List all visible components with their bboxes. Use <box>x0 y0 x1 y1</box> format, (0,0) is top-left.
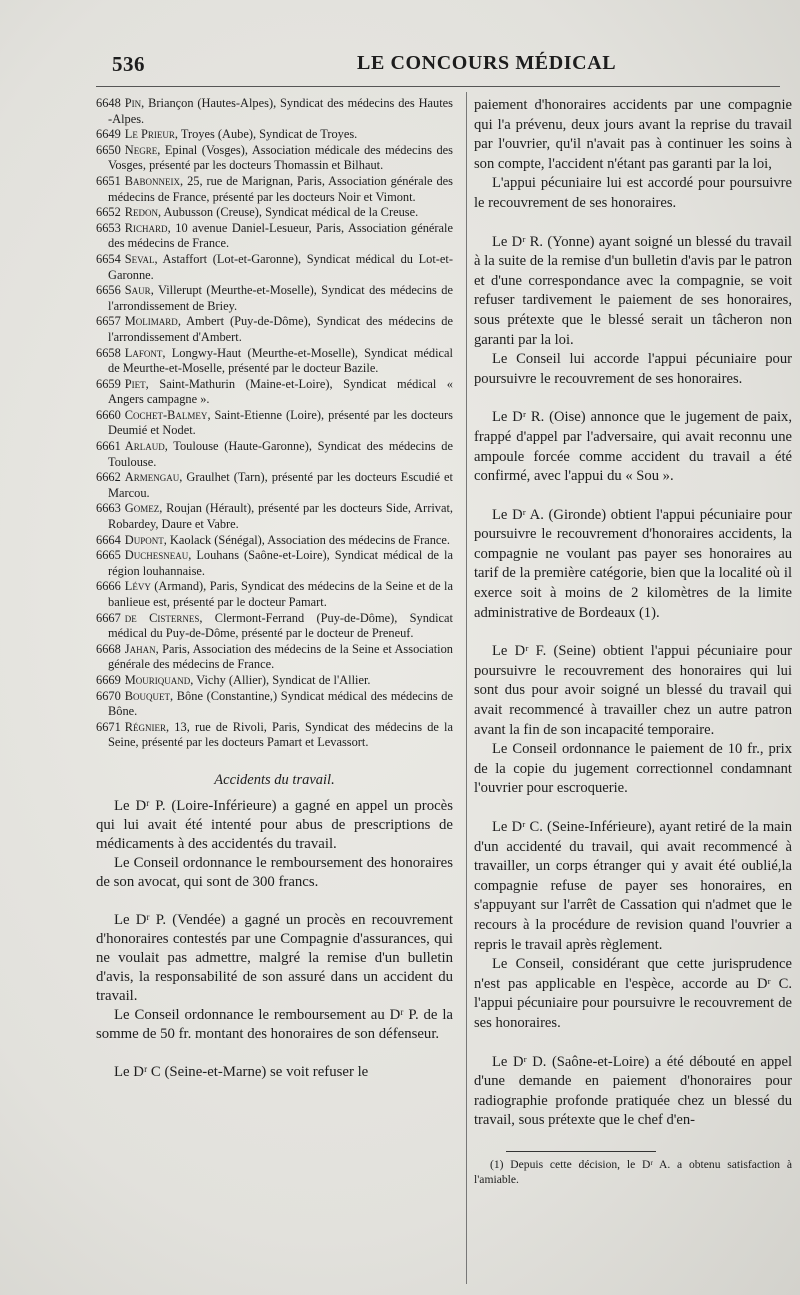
member-details: , Toulouse (Haute-Garonne), Syndicat des médecins de Toulouse. <box>108 439 453 469</box>
member-details: , Astaffort (Lot-et-Garonne), Syndicat médical du Lot-et-Garonne. <box>108 251 453 282</box>
member-entry <box>96 611 453 642</box>
paragraph: Le Dʳ P. (Vendée) a gagné un procès en recouvrement d'honoraires contestés par une Compagnie d'assurances, qui ne voulait pas admettre, malgré la remise d'un bulletin d'avis, la responsabilité de son assuré dans un accident du travail. <box>96 911 453 1004</box>
member-number: 6651 <box>96 173 121 188</box>
member-entry <box>96 346 453 377</box>
member-details: , 13, rue de Rivoli, Paris, Syndicat des médecins de la Seine, présenté par les docteurs Pamart et Levassort. <box>108 719 453 750</box>
member-number: 6663 <box>96 501 121 516</box>
paragraph: Le Conseil, considérant que cette jurisprudence n'est pas applicable en l'espèce, accorde au Dʳ C. l'appui pécuniaire pour poursuivre le recouvrement de ses honoraires. <box>474 956 792 1031</box>
member-entry <box>96 548 453 579</box>
member-entry <box>96 127 453 143</box>
paragraph-gap <box>96 1044 453 1063</box>
member-number: 6650 <box>96 142 121 157</box>
member-name: Pin <box>124 96 142 110</box>
member-name: Lévy <box>124 579 151 594</box>
member-number: 6665 <box>96 548 121 563</box>
running-title: LE CONCOURS MÉDICAL <box>357 52 617 74</box>
member-entry <box>96 720 453 751</box>
member-number: 6652 <box>96 205 121 220</box>
member-number: 6654 <box>96 251 121 266</box>
paragraph-gap <box>474 623 792 642</box>
paragraph: Le Conseil ordonnance le remboursement des honoraires de son avocat, qui sont de 300 francs. <box>96 854 453 890</box>
member-details: , Kaolack (Sénégal), Association des médecins de France. <box>163 532 451 547</box>
member-number: 6671 <box>96 719 121 734</box>
paragraph: Le Dʳ C. (Seine-Inférieure), ayant retiré de la main d'un accidenté du travail, qui avait recommencé à travailler, un corps étranger qui y avait été oublié,la compagnie refuse de payer ses honoraires, en s'appuyant sur l'arrêt de Cassation qui n'admet que le recours à la procédure de revision quand l'ouvrier a repris le travail après règlement. <box>474 819 792 953</box>
paragraph-gap <box>474 487 792 506</box>
member-details: , Villerupt (Meurthe-et-Moselle), Syndicat des médecins de l'arrondissement de Briey. <box>108 283 453 313</box>
member-entry <box>96 205 453 221</box>
member-entry <box>96 501 453 532</box>
member-entry <box>96 470 453 501</box>
member-number: 6669 <box>96 672 121 687</box>
member-details: , Saint-Etienne (Loire), présenté par les docteurs Deumié et Nodet. <box>108 407 453 438</box>
member-entry <box>96 221 453 252</box>
member-details: , Longwy-Haut (Meurthe-et-Moselle), Syndicat médical de Meurthe-et-Moselle, présenté par le docteur Bazile. <box>108 345 453 376</box>
page-number: 536 <box>112 52 145 76</box>
member-name: Le Prieur <box>124 127 175 142</box>
member-details: , Graulhet (Tarn), présenté par les docteurs Escudié et Marcou. <box>108 470 453 500</box>
column-divider <box>466 92 467 1284</box>
member-name: Saur <box>124 283 151 298</box>
member-details: , Ambert (Puy-de-Dôme), Syndicat des médecins de l'arrondissement d'Ambert. <box>108 314 453 344</box>
member-name: de Cisternes <box>124 610 200 625</box>
member-name: Jahan <box>124 641 156 656</box>
section-heading: Accidents du travail. <box>214 771 335 788</box>
page-header <box>0 52 800 82</box>
member-details: , Paris, Association des médecins de la Seine et Association générale des médecins de France. <box>108 641 453 672</box>
member-entry <box>96 252 453 283</box>
member-name: Bouquet <box>124 688 171 703</box>
member-name: Cochet-Balmey <box>124 407 208 422</box>
member-entry <box>96 439 453 470</box>
member-number: 6660 <box>96 407 121 422</box>
member-details: , Vichy (Allier), Syndicat de l'Allier. <box>190 672 371 687</box>
member-name: Piet <box>124 376 146 391</box>
header-rule <box>96 86 780 87</box>
member-entry <box>96 533 453 549</box>
member-details: , Bône (Constantine,) Syndicat médical des médecins de Bône. <box>108 688 453 719</box>
member-details: , Clermont-Ferrand (Puy-de-Dôme), Syndicat médical du Puy-de-Dôme, présenté par le docteur de Preneuf. <box>108 610 453 641</box>
paragraph: Le Dʳ A. (Gironde) obtient l'appui pécuniaire pour poursuivre le recouvrement d'honoraires accidents, la compagnie ne voulant pas payer ses honoraires au tarif de la première catégorie, bien que la localité où il exerce soit à moins de 2 kilomètres de la limite administrative de Bordeaux (1). <box>474 506 792 621</box>
member-entry <box>96 689 453 720</box>
paragraph: Le Dʳ P. (Loire-Inférieure) a gagné en appel un procès qui lui avait été intenté pour abus de prescriptions de médicaments à des accidentés du travail. <box>96 797 453 852</box>
member-details: , 25, rue de Marignan, Paris, Association générale des médecins de France, présenté par les docteurs Noir et Vimont. <box>108 173 453 204</box>
member-entry <box>96 377 453 408</box>
member-number: 6657 <box>96 314 121 329</box>
member-name: Arlaud <box>124 439 165 454</box>
member-number: 6664 <box>96 532 121 547</box>
paragraph-gap <box>474 1034 792 1053</box>
member-entry <box>96 673 453 689</box>
member-details: , Epinal (Vosges), Association médicale des médecins des Vosges, présenté par les docteurs Thomassin et Bilhaut. <box>108 142 453 173</box>
member-details: , Briançon (Hautes-Alpes), Syndicat des médecins des Hautes -Alpes. <box>108 96 453 126</box>
member-number: 6658 <box>96 345 121 360</box>
member-name: Redon <box>124 205 159 220</box>
footnote-rule <box>506 1151 656 1152</box>
member-entry <box>96 174 453 205</box>
member-entry <box>96 96 453 127</box>
right-column <box>474 96 792 1187</box>
member-details: , Troyes (Aube), Syndicat de Troyes. <box>174 127 358 142</box>
member-details: , Roujan (Hérault), présenté par les docteurs Side, Arrivat, Robardey, Daure et Vabre. <box>108 501 453 532</box>
paragraph: paiement d'honoraires accidents par une compagnie qui l'a prévenu, deux jours avant la reprise du travail par l'ouvrier, qu'il n'avait pas à continuer les soins à son compte, l'accident n'étant pas garanti par la loi, <box>474 97 792 172</box>
paragraph: Le Conseil ordonnance le paiement de 10 fr., prix de la copie du jugement correctionnel condamnant l'ouvrier pour escroquerie. <box>474 741 792 797</box>
paragraph-gap <box>474 799 792 818</box>
member-entry <box>96 283 453 314</box>
member-entry <box>96 642 453 673</box>
member-number: 6670 <box>96 688 121 703</box>
footnote: (1) Depuis cette décision, le Dʳ A. a obtenu satisfaction à l'amiable. <box>474 1157 792 1186</box>
member-number: 6662 <box>96 470 121 485</box>
member-details: , 10 avenue Daniel-Lesueur, Paris, Association générale des médecins de France. <box>108 220 453 251</box>
paragraph: Le Dʳ D. (Saône-et-Loire) a été débouté en appel d'une demande en paiement d'honoraires pour radiographie profonde pratiquée chez un blessé du travail, sous prétexte que le chef d'en- <box>474 1053 792 1129</box>
member-name: Mouriquand <box>124 672 191 687</box>
paragraph-gap <box>474 214 792 233</box>
member-name: Régnier <box>124 719 167 734</box>
member-entry <box>96 579 453 610</box>
paragraph-gap <box>96 892 453 911</box>
member-number: 6656 <box>96 283 121 298</box>
member-name: Gomez <box>124 501 160 516</box>
member-name: Babonneix <box>124 173 181 188</box>
member-name: Dupont <box>124 532 164 547</box>
member-details: , Louhans (Saône-et-Loire), Syndicat médical de la région louhannaise. <box>108 548 453 578</box>
member-number: 6668 <box>96 641 121 656</box>
paragraph: Le Conseil ordonnance le remboursement au Dʳ P. de la somme de 50 fr. montant des honoraires de son défenseur. <box>96 1006 453 1042</box>
member-number: 6661 <box>96 439 121 454</box>
member-list <box>96 96 453 751</box>
paragraph: Le Dʳ F. (Seine) obtient l'appui pécuniaire pour poursuivre le recouvrement des honoraires qui lui sont dus pour avoir soigné un blessé du travail qui avait recommencé à travailler chez un autre patron avant la fin de son incapacité temporaire. <box>474 643 792 738</box>
member-name: Duchesneau <box>124 548 189 563</box>
member-number: 6667 <box>96 610 121 625</box>
member-name: Lafont <box>124 345 163 360</box>
member-number: 6666 <box>96 579 121 594</box>
member-details: , Aubusson (Creuse), Syndicat médical de la Creuse. <box>158 205 419 220</box>
left-column <box>96 96 453 1082</box>
paragraph: Le Conseil lui accorde l'appui pécuniaire pour poursuivre le recouvrement de ses honoraires. <box>474 351 792 387</box>
member-name: Negre <box>124 142 158 157</box>
member-number: 6659 <box>96 376 121 391</box>
member-name: Molimard <box>124 314 178 329</box>
member-number: 6649 <box>96 127 121 142</box>
member-name: Richard <box>124 220 168 235</box>
member-name: Seval <box>124 251 155 266</box>
member-details: (Armand), Paris, Syndicat des médecins de la Seine et de la banlieue est, présenté par le docteur Pamart. <box>108 579 453 609</box>
member-entry <box>96 143 453 174</box>
paragraph: Le Dʳ C (Seine-et-Marne) se voit refuser le <box>114 1063 369 1080</box>
paragraph: Le Dʳ R. (Oise) annonce que le jugement de paix, frappé d'appel par l'adversaire, qui avait reconnu une ampoule forcée comme accident du travail a été confirmé, avec l'appui du « Sou ». <box>474 409 792 485</box>
member-number: 6653 <box>96 220 121 235</box>
paragraph: Le Dʳ R. (Yonne) ayant soigné un blessé du travail à la suite de la remise d'un bulletin d'avis par le patron et d'une correspondance avec la compagnie, se voit refuser tardivement le paiement de ses honoraires, sous prétexte que le blessé serait un tâcheron non garanti par la loi. <box>474 233 792 348</box>
paragraph-gap <box>474 389 792 408</box>
member-number: 6648 <box>96 96 121 110</box>
member-entry <box>96 314 453 345</box>
member-entry <box>96 408 453 439</box>
member-name: Armengau <box>124 470 180 485</box>
member-details: , Saint-Mathurin (Maine-et-Loire), Syndicat médical « Angers campagne ». <box>108 376 453 407</box>
paragraph: L'appui pécuniaire lui est accordé pour poursuivre le recouvrement de ses honoraires. <box>474 175 792 211</box>
